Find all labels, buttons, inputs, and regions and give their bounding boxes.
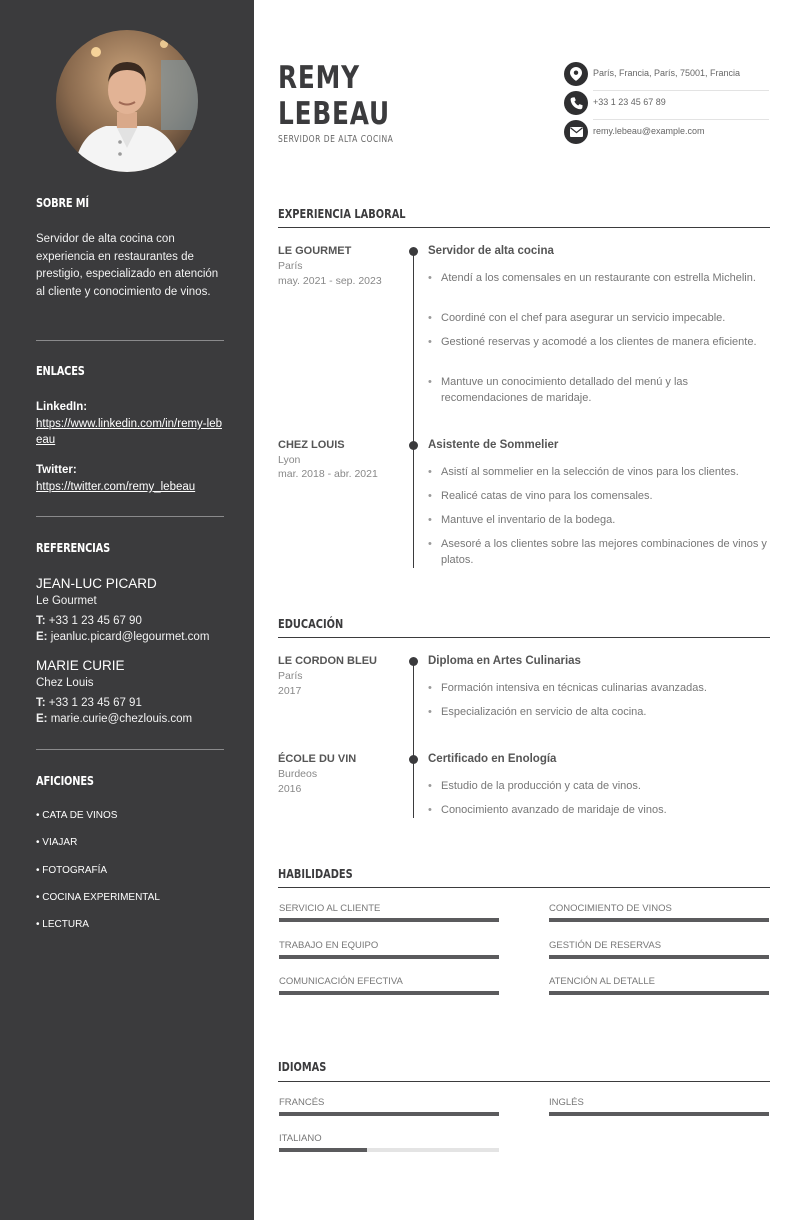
reference-name: MARIE CURIE [36,658,125,673]
first-name: REMY [278,60,360,96]
references-heading: REFERENCIAS [36,541,111,555]
education-org: LE CORDON BLEU [278,655,377,667]
skill-bar [279,991,499,995]
profile-photo [56,30,198,172]
reference-company: Chez Louis [36,677,94,689]
experience-role: Asistente de Sommelier [428,439,559,451]
skill-bar-fill [549,991,769,995]
email-text[interactable]: remy.lebeau@example.com [593,126,705,136]
phone-icon [564,91,588,115]
skill-bar [279,918,499,922]
reference-email: E: jeanluc.picard@legourmet.com [36,631,210,643]
language-bar [279,1148,499,1152]
divider [36,749,224,750]
experience-bullet: • Mantuve un conocimiento detallado del menú y las recomendaciones de maridaje. [428,374,768,406]
hobby-item: • FOTOGRAFÍA [36,865,108,876]
language-bar [549,1112,769,1116]
experience-bullet: • Gestioné reservas y acomodé a los clientes de manera eficiente. [428,334,768,350]
about-heading: SOBRE MÍ [36,196,89,210]
section-rule [278,1081,770,1082]
divider [36,340,224,341]
education-org: ÉCOLE DU VIN [278,753,357,765]
experience-heading: EXPERIENCIA LABORAL [278,207,406,221]
divider [36,516,224,517]
experience-bullet: • Atendí a los comensales en un restaurante con estrella Michelin. [428,270,768,286]
linkedin-label: LinkedIn: [36,401,88,413]
skill-bar [549,955,769,959]
experience-location: París [278,260,303,272]
timeline-dot [409,441,418,450]
education-bullet: • Formación intensiva en técnicas culinarias avanzadas. [428,680,768,696]
skill-bar-fill [549,918,769,922]
language-bar-fill [549,1112,769,1116]
experience-org: LE GOURMET [278,245,352,257]
links-heading: ENLACES [36,364,85,378]
hobbies-heading: AFICIONES [36,774,94,788]
reference-phone: T: +33 1 23 45 67 90 [36,615,142,627]
envelope-icon [564,120,588,144]
timeline-line [413,662,414,818]
last-name: LEBEAU [278,96,390,132]
skill-bar-fill [279,955,499,959]
experience-dates: mar. 2018 - abr. 2021 [278,468,378,480]
language-label: ITALIANO [279,1133,322,1144]
linkedin-link[interactable]: https://www.linkedin.com/in/remy-lebeau [36,418,222,446]
section-rule [278,227,770,228]
skill-bar [549,918,769,922]
education-dates: 2017 [278,685,302,697]
skill-label: SERVICIO AL CLIENTE [279,903,381,914]
education-heading: EDUCACIÓN [278,617,344,631]
hobby-item: • CATA DE VINOS [36,810,118,821]
experience-bullet: • Asistí al sommelier en la selección de vinos para los clientes. [428,464,768,480]
sidebar [0,0,254,1220]
skill-label: CONOCIMIENTO DE VINOS [549,903,672,914]
hobby-item: • VIAJAR [36,837,78,848]
section-rule [278,637,770,638]
skill-bar [549,991,769,995]
skills-heading: HABILIDADES [278,867,353,881]
languages-heading: IDIOMAS [278,1060,327,1074]
location-pin-icon [564,62,588,86]
language-label: FRANCÉS [279,1097,325,1108]
phone-text: +33 1 23 45 67 89 [593,97,666,107]
reference-name: JEAN-LUC PICARD [36,576,157,591]
skill-label: GESTIÓN DE RESERVAS [549,940,662,951]
reference-phone: T: +33 1 23 45 67 91 [36,697,142,709]
contact-address [564,62,769,91]
address-text: París, Francia, París, 75001, Francia [593,68,741,78]
experience-bullet: • Coordiné con el chef para asegurar un servicio impecable. [428,310,768,326]
education-location: Burdeos [278,768,318,780]
timeline-dot [409,755,418,764]
about-text: Servidor de alta cocina con experiencia en restaurantes de prestigio, especializado en atención al cliente y conocimiento de vinos. [36,233,219,298]
experience-bullet: • Mantuve el inventario de la bodega. [428,512,768,528]
education-bullet: • Conocimiento avanzado de maridaje de vinos. [428,802,768,818]
skill-label: ATENCIÓN AL DETALLE [549,976,655,987]
education-dates: 2016 [278,783,302,795]
skill-bar-fill [279,918,499,922]
education-degree: Diploma en Artes Culinarias [428,655,581,667]
timeline-dot [409,247,418,256]
skill-label: TRABAJO EN EQUIPO [279,940,379,951]
education-location: París [278,670,303,682]
twitter-link[interactable]: https://twitter.com/remy_lebeau [36,481,196,493]
skill-bar-fill [279,991,499,995]
contact-phone [564,91,769,120]
section-rule [278,887,770,888]
experience-bullet: • Asesoré a los clientes sobre las mejores combinaciones de vinos y platos. [428,536,768,568]
job-title: SERVIDOR DE ALTA COCINA [278,134,394,145]
experience-location: Lyon [278,454,301,466]
experience-org: CHEZ LOUIS [278,439,345,451]
language-bar [279,1112,499,1116]
language-bar-fill [279,1112,499,1116]
hobby-item: • LECTURA [36,919,89,930]
timeline-line [413,252,414,568]
language-bar-fill [279,1148,367,1152]
twitter-label: Twitter: [36,464,77,476]
experience-dates: may. 2021 - sep. 2023 [278,275,382,287]
experience-bullet: • Realicé catas de vino para los comensales. [428,488,768,504]
experience-role: Servidor de alta cocina [428,245,554,257]
contact-email [564,120,769,149]
reference-company: Le Gourmet [36,595,97,607]
education-bullet: • Estudio de la producción y cata de vinos. [428,778,768,794]
timeline-dot [409,657,418,666]
skill-bar-fill [549,955,769,959]
skill-label: COMUNICACIÓN EFECTIVA [279,976,403,987]
skill-bar [279,955,499,959]
education-bullet: • Especialización en servicio de alta cocina. [428,704,768,720]
education-degree: Certificado en Enología [428,753,557,765]
language-label: INGLÉS [549,1097,584,1108]
hobby-item: • COCINA EXPERIMENTAL [36,892,160,903]
reference-email: E: marie.curie@chezlouis.com [36,713,193,725]
